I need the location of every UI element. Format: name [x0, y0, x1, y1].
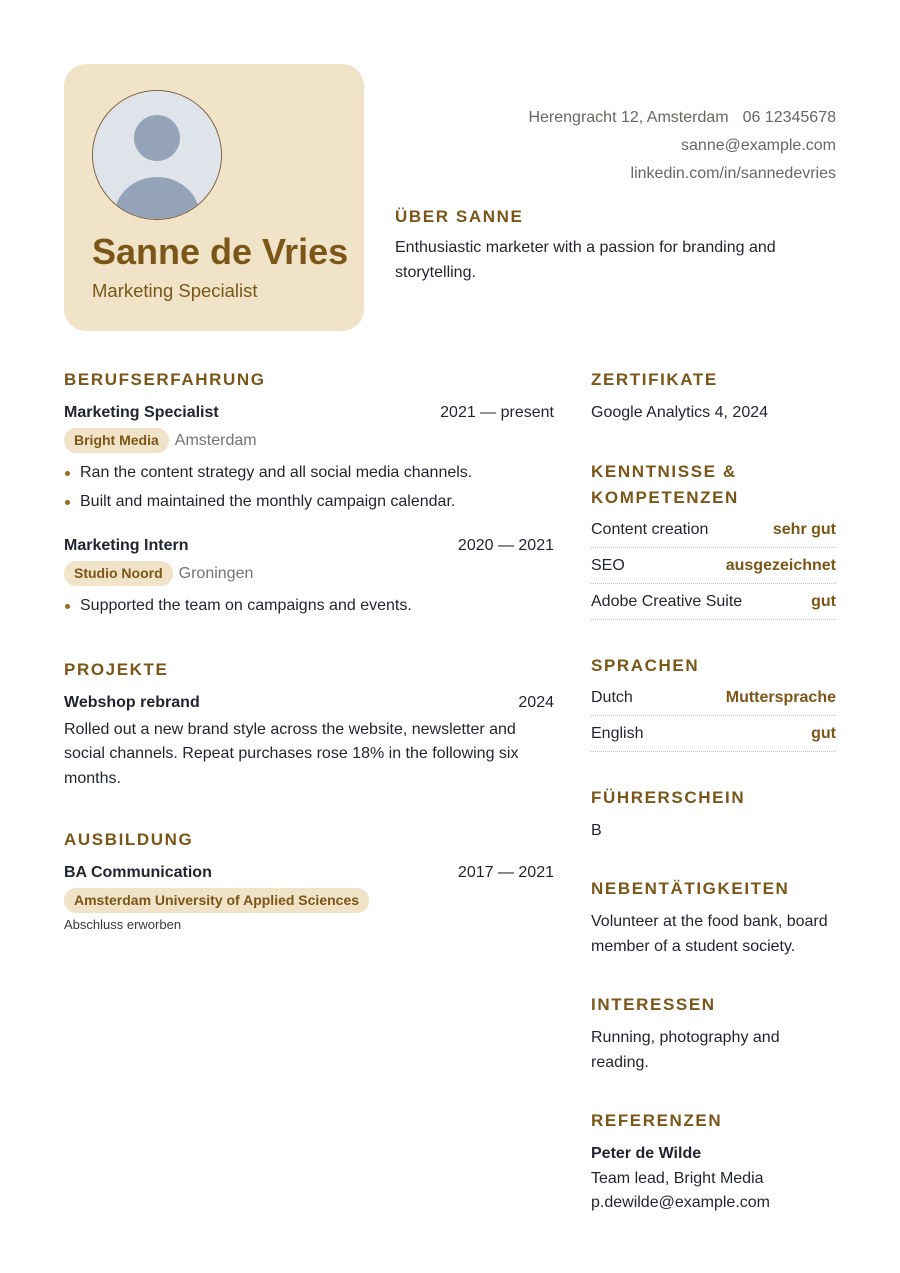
bullet-item: Supported the team on campaigns and events.	[64, 592, 554, 621]
bullet-item: Ran the content strategy and all social media channels.	[64, 459, 554, 488]
side-activities-text: Volunteer at the food bank, board member of a student society.	[591, 913, 828, 955]
education-section	[64, 827, 554, 935]
skill-row	[591, 584, 836, 620]
experience-section	[64, 367, 554, 621]
job-dates: 2021 — present	[440, 404, 554, 421]
certificates-text: Google Analytics 4, 2024	[591, 404, 769, 421]
reference-name: Peter de Wilde	[591, 1145, 702, 1162]
languages-list	[591, 680, 836, 752]
left-column	[64, 367, 554, 971]
skill-name: Adobe Creative Suite	[591, 592, 743, 610]
bullet-item: Built and maintained the monthly campaign calendar.	[64, 488, 554, 517]
contact-linkedin: linkedin.com/in/sannedevries	[630, 165, 836, 182]
skill-name: Content creation	[591, 520, 709, 538]
project-title: Webshop rebrand	[64, 693, 200, 711]
skills-list	[591, 512, 836, 620]
license-heading: FÜHRERSCHEIN	[591, 787, 746, 807]
about-text: Enthusiastic marketer with a passion for branding and storytelling.	[395, 239, 776, 281]
job-title: Marketing Specialist	[64, 404, 219, 421]
side-activities-heading: NEBENTÄTIGKEITEN	[591, 879, 790, 898]
company-tag: Bright Media	[64, 428, 169, 453]
company-tag: Studio Noord	[64, 561, 173, 586]
skill-level: gut	[811, 592, 836, 610]
certificates-section	[591, 367, 836, 426]
language-row	[591, 716, 836, 752]
job-location: Groningen	[178, 564, 254, 582]
contact-phone: 06 12345678	[742, 109, 836, 126]
contact-email: sanne@example.com	[681, 137, 836, 154]
education-heading: AUSBILDUNG	[64, 830, 194, 849]
skills-heading: KENNTNISSE & KOMPETENZEN	[591, 461, 739, 507]
language-name: English	[591, 724, 644, 742]
person-name: Sanne de Vries	[92, 231, 349, 272]
license-section	[591, 785, 836, 844]
language-row	[591, 680, 836, 716]
reference-email: p.dewilde@example.com	[591, 1194, 770, 1211]
education-item	[64, 861, 554, 935]
person-silhouette-icon	[93, 91, 221, 219]
experience-item	[64, 534, 554, 621]
profile-card	[64, 64, 364, 331]
language-level: Muttersprache	[725, 688, 836, 706]
skills-section	[591, 459, 836, 620]
interests-section	[591, 992, 836, 1075]
project-year: 2024	[518, 693, 554, 711]
languages-heading: SPRACHEN	[591, 655, 700, 675]
side-activities-section	[591, 876, 836, 959]
languages-section	[591, 653, 836, 752]
skill-row	[591, 512, 836, 548]
language-level: gut	[811, 724, 836, 742]
projects-heading: PROJEKTE	[64, 659, 169, 679]
about-section	[395, 204, 835, 285]
skill-level: sehr gut	[772, 520, 836, 538]
job-location: Amsterdam	[174, 431, 257, 449]
references-section	[591, 1108, 836, 1216]
person-role: Marketing Specialist	[92, 280, 258, 301]
interests-heading: INTERESSEN	[591, 995, 716, 1014]
interests-text: Running, photography and reading.	[591, 1029, 780, 1071]
school-tag: Amsterdam University of Applied Sciences	[64, 888, 369, 913]
skill-name: SEO	[591, 556, 625, 574]
project-item	[64, 691, 554, 792]
degree-title: BA Communication	[64, 864, 212, 881]
skill-level: ausgezeichnet	[725, 556, 836, 574]
job-dates: 2020 — 2021	[457, 537, 554, 554]
education-note: Abschluss erworben	[64, 917, 182, 932]
contact-address: Herengracht 12, Amsterdam	[528, 109, 729, 126]
experience-item	[64, 401, 554, 516]
contact-line-1	[528, 104, 836, 132]
references-heading: REFERENZEN	[591, 1111, 723, 1130]
experience-heading: BERUFSERFAHRUNG	[64, 370, 266, 389]
avatar	[92, 90, 222, 220]
job-bullets	[64, 592, 554, 621]
job-title: Marketing Intern	[64, 537, 189, 554]
contact-block	[528, 104, 836, 188]
project-description: Rolled out a new brand style across the website, newsletter and social channels. Repeat purchases rose 18% in the following six months.	[64, 720, 519, 787]
right-column	[591, 367, 836, 1249]
education-dates: 2017 — 2021	[457, 864, 554, 881]
projects-section	[64, 657, 554, 792]
skill-row	[591, 548, 836, 584]
job-bullets	[64, 459, 554, 516]
certificates-heading: ZERTIFIKATE	[591, 370, 718, 389]
language-name: Dutch	[591, 688, 633, 706]
license-text: B	[591, 821, 602, 839]
reference-position: Team lead, Bright Media	[591, 1169, 764, 1187]
about-heading: ÜBER SANNE	[395, 207, 524, 226]
